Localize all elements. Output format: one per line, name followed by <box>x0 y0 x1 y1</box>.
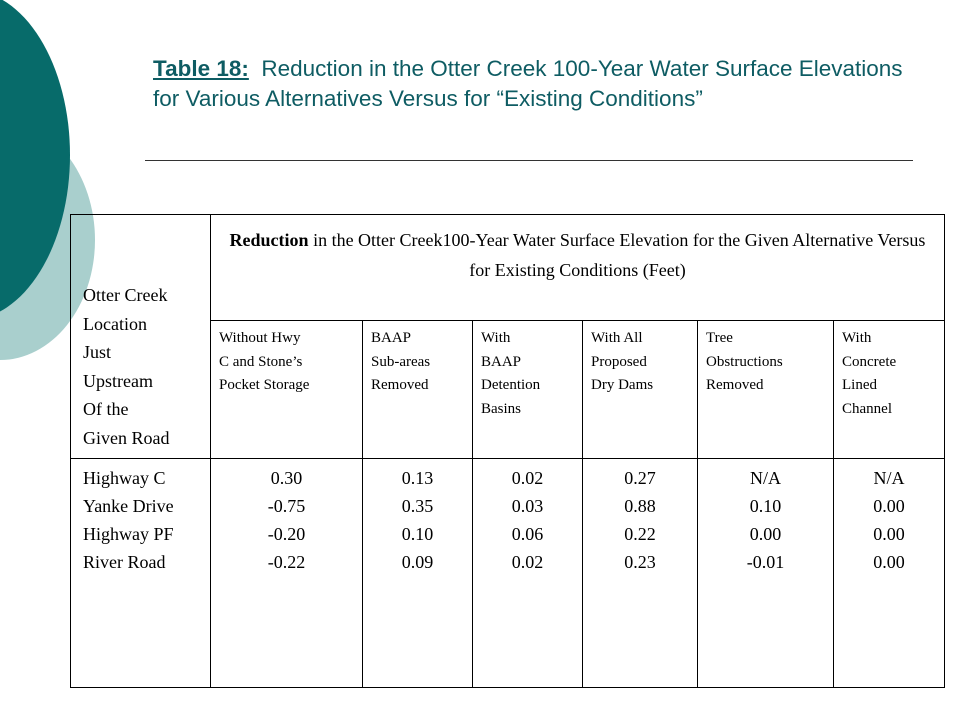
values-cell <box>698 459 834 688</box>
value: 0.10 <box>749 496 782 516</box>
value: 0.35 <box>401 496 434 516</box>
alternative-header-line: With <box>481 330 511 346</box>
alternative-header-line: Channel <box>842 400 892 417</box>
title-divider <box>145 160 913 161</box>
reduction-table <box>70 214 945 688</box>
value: 0.23 <box>624 552 656 572</box>
value: 0.22 <box>624 524 656 544</box>
values-cell <box>583 459 698 688</box>
alternative-header-line: With All <box>591 330 643 346</box>
alternative-header <box>363 321 473 459</box>
alternative-header-line: Removed <box>371 377 429 393</box>
road-names-cell <box>71 459 211 688</box>
value: N/A <box>873 468 905 488</box>
alternative-header-line: Dry Dams <box>591 377 654 393</box>
reduction-header-text: in the Otter Creek100-Year Water Surface Elevation for the Given Alternative Versus for Existing Conditions (Feet) <box>308 230 926 280</box>
alternative-header-line: Sub-areas <box>371 353 431 370</box>
table-caption: Reduction in the Otter Creek 100-Year Water Surface Elevations for Various Alternatives Versus for “Existing Conditions” <box>153 56 903 111</box>
alternative-header-line: Obstructions <box>706 353 783 370</box>
location-header <box>71 215 211 459</box>
value: -0.75 <box>267 496 306 516</box>
value: 0.00 <box>873 552 905 572</box>
alternative-header-line: Without Hwy <box>219 330 301 346</box>
value: 0.00 <box>873 524 905 544</box>
alternative-header-line: BAAP <box>481 353 522 370</box>
value: 0.00 <box>749 524 782 544</box>
road-name: River Road <box>83 552 166 572</box>
location-header-line: Location <box>83 313 147 334</box>
reduction-header <box>211 215 945 321</box>
value: 0.30 <box>270 468 303 488</box>
value: 0.02 <box>511 468 544 488</box>
values-cell <box>363 459 473 688</box>
location-header-line: Of the <box>83 399 129 419</box>
alternative-header-line: Basins <box>481 400 522 417</box>
alternative-header-line: Concrete <box>842 353 897 370</box>
value: 0.03 <box>511 496 544 516</box>
value: 0.27 <box>624 468 656 488</box>
alternative-header <box>211 321 363 459</box>
alternative-header-line: BAAP <box>371 330 412 346</box>
alternative-header-line: Removed <box>706 377 764 393</box>
alternative-header-line: With <box>842 330 872 346</box>
alternative-header-line: Tree <box>706 330 733 346</box>
location-header-line: Given Road <box>83 427 170 448</box>
alternative-header <box>583 321 698 459</box>
value: 0.09 <box>401 552 434 572</box>
value: 0.10 <box>401 524 434 544</box>
value: 0.00 <box>873 496 905 516</box>
values-cell <box>211 459 363 688</box>
location-header-line: Just <box>83 342 112 362</box>
road-name: Highway PF <box>83 524 174 544</box>
alternative-header-line: C and Stone’s <box>219 353 303 370</box>
road-name: Yanke Drive <box>83 496 174 516</box>
value: -0.01 <box>746 552 785 572</box>
alternative-header <box>473 321 583 459</box>
value: -0.22 <box>267 552 306 572</box>
location-header-line: Upstream <box>83 370 153 391</box>
value: N/A <box>750 468 781 488</box>
location-header-line: Otter Creek <box>83 285 168 305</box>
alternative-header-line: Pocket Storage <box>219 377 310 393</box>
alternative-header-line: Lined <box>842 377 877 393</box>
value: 0.13 <box>401 468 434 488</box>
value: -0.20 <box>267 524 306 544</box>
value: 0.02 <box>511 552 544 572</box>
alternative-header <box>698 321 834 459</box>
alternative-header <box>834 321 945 459</box>
table-label: Table 18: <box>153 56 249 81</box>
alternative-header-line: Detention <box>481 377 541 393</box>
road-name: Highway C <box>83 468 166 488</box>
value: 0.88 <box>624 496 656 516</box>
reduction-header-bold: Reduction <box>229 230 309 250</box>
value: 0.06 <box>511 524 544 544</box>
values-cell <box>834 459 945 688</box>
values-cell <box>473 459 583 688</box>
slide-title <box>153 54 923 114</box>
alternative-header-line: Proposed <box>591 353 647 370</box>
